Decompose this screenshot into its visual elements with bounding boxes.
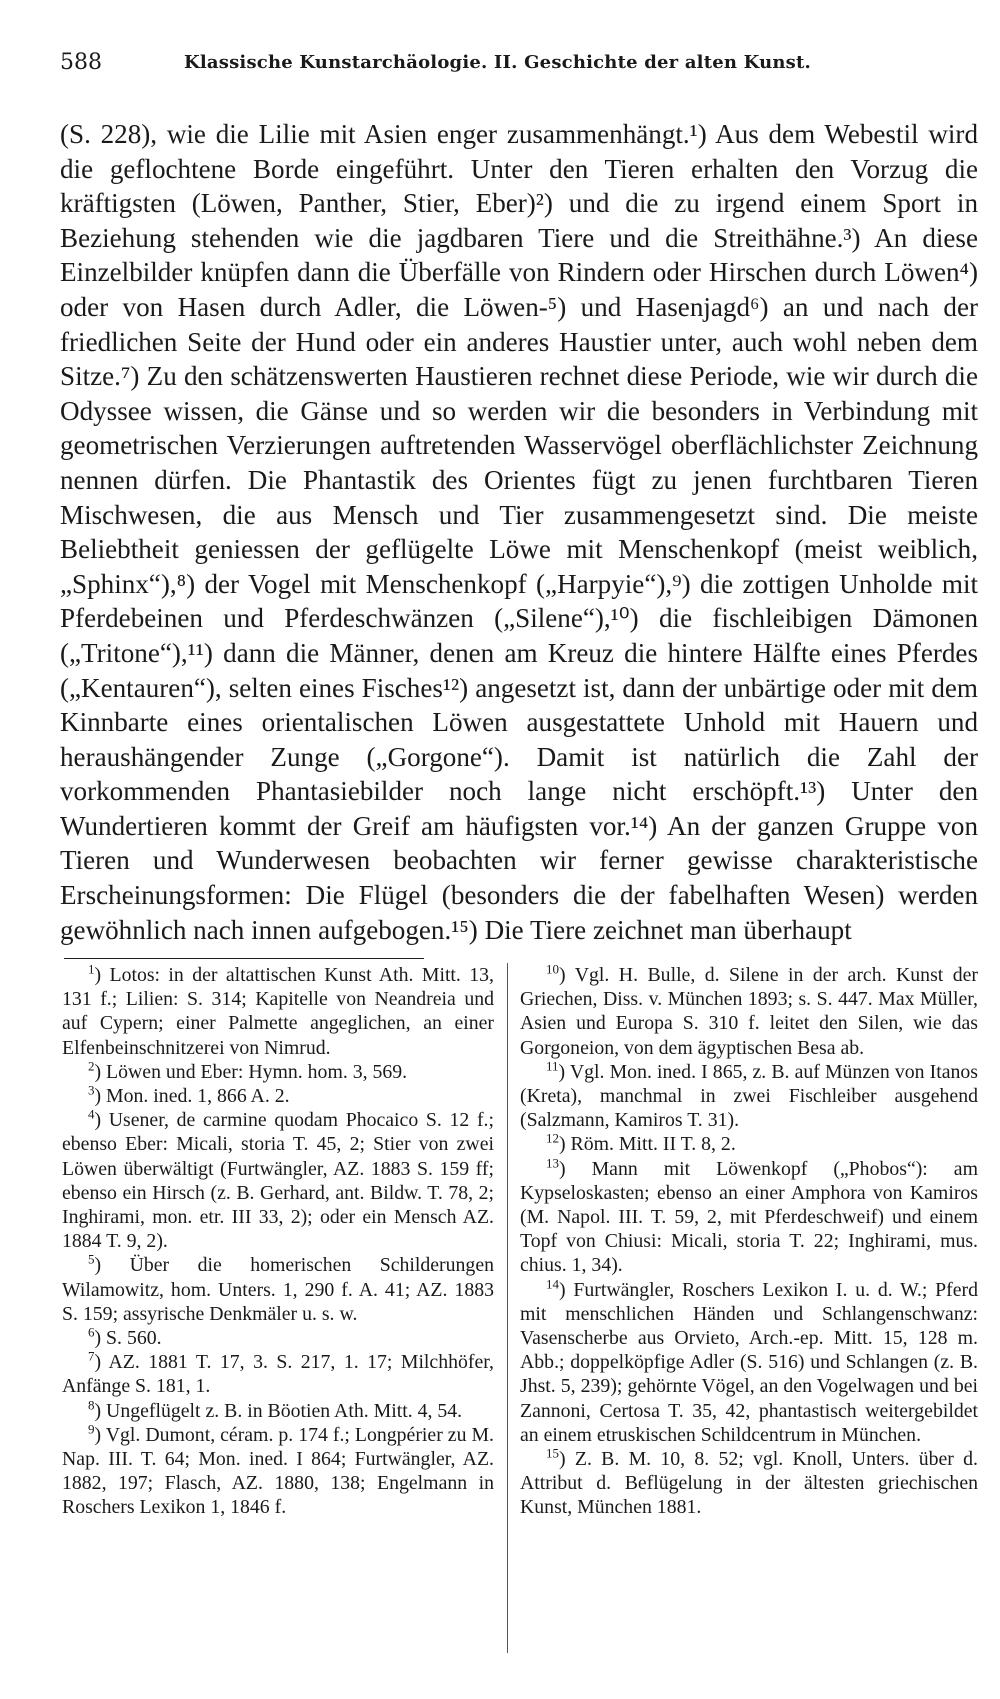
footnote-marker: 11	[546, 1058, 559, 1074]
footnote: $^9$) Vgl. Dumont, céram. p. 174 f.; Longpérier zu M. Nap. III. T. 64; Mon. ined. I 864; Furtwängler, AZ. 1882, 197; Flasch, AZ. 1880, 138; Engelmann in Roschers Lexikon 1, 1846 f.	[62, 1421, 494, 1519]
footnote-marker: 5	[88, 1251, 95, 1267]
footnote-text: Z. B. M. 10, 8. 52; vgl. Knoll, Unters. über d. Attribut d. Beflügelung in der ältesten griechischen Kunst, München 1881.	[520, 1448, 978, 1519]
footnote-marker: 7	[88, 1348, 95, 1364]
footnote: $^2$) Löwen und Eber: Hymn. hom. 3, 569.	[88, 1058, 408, 1083]
footnote-text: Über die homerischen Schilderungen Wilamowitz, hom. Unters. 1, 290 f. A. 41; AZ. 1883 S. 159; assyrische Denkmäler u. s. w.	[62, 1254, 494, 1325]
footnote: $^7$) AZ. 1881 T. 17, 3. S. 217, 1. 17; Milchhöfer, Anfänge S. 181, 1.	[62, 1348, 494, 1398]
footnote-marker: 12	[546, 1130, 559, 1146]
footnote-marker: 3	[88, 1082, 95, 1098]
footnote-marker: 8	[88, 1397, 95, 1413]
footnote-marker: 6	[88, 1324, 95, 1340]
footnote: $^6$) S. 560.	[88, 1324, 162, 1350]
footnote: $^{10}$) Vgl. H. Bulle, d. Silene in der arch. Kunst der Griechen, Diss. v. München 1893; s. S. 447. Max Müller, Asien und Europa S. 310 f. leitet den Silen, wie das Gorgoneion, von dem ägyptischen Besa ab.	[520, 961, 978, 1059]
footnote-text: Mann mit Löwenkopf („Phobos“): am Kypseloskasten; ebenso an einer Amphora von Kamiros (M. Napol. III. T. 59, 2, mit Pferdeschweif) und einem Topf von Chiusi: Micali, storia T. 22; Inghirami, mus. chius. 1, 34).	[520, 1157, 978, 1277]
footnote-text: Vgl. H. Bulle, d. Silene in der arch. Kunst der Griechen, Diss. v. München 1893; s. S. 447. Max Müller, Asien und Europa S. 310 f. leitet den Silen, wie das Gorgoneion, von dem ägyptischen Besa ab.	[520, 964, 978, 1059]
footnote: $^{11}$) Vgl. Mon. ined. I 865, z. B. auf Münzen von Itanos (Kreta), manchmal in zwei Fischleiber ausgehend (Salzmann, Kamiros T. 31).	[520, 1058, 978, 1132]
footnote: $^{12}$) Röm. Mitt. II T. 8, 2.	[546, 1130, 736, 1156]
footnote-marker: 2	[88, 1058, 95, 1074]
footnote-rule	[64, 958, 424, 959]
footnote-text: Löwen und Eber: Hymn. hom. 3, 569.	[106, 1060, 408, 1083]
footnotes-left-column	[62, 963, 494, 1520]
footnote-marker: 4	[88, 1106, 95, 1122]
footnote: $^5$) Über die homerischen Schilderungen Wilamowitz, hom. Unters. 1, 290 f. A. 41; AZ. 1883 S. 159; assyrische Denkmäler u. s. w.	[62, 1251, 494, 1325]
footnote-marker: 9	[88, 1421, 95, 1437]
footnote-marker: 1	[88, 961, 95, 977]
footnote-text: Röm. Mitt. II T. 8, 2.	[570, 1133, 736, 1156]
footnote-marker: 14	[546, 1276, 559, 1292]
page-number: 588	[60, 50, 102, 75]
footnote: $^{15}$) Z. B. M. 10, 8. 52; vgl. Knoll, Unters. über d. Attribut d. Beflügelung in der ältesten griechischen Kunst, München 1881.	[520, 1445, 978, 1519]
footnote: $^{13}$) Mann mit Löwenkopf („Phobos“): am Kypseloskasten; ebenso an einer Amphora von Kamiros (M. Napol. III. T. 59, 2, mit Pferdeschweif) und einem Topf von Chiusi: Micali, storia T. 22; Inghirami, mus. chius. 1, 34).	[520, 1155, 978, 1277]
footnote-text: Ungeflügelt z. B. in Böotien Ath. Mitt. 4, 54.	[106, 1399, 463, 1422]
footnote-text: Vgl. Mon. ined. I 865, z. B. auf Münzen von Itanos (Kreta), manchmal in zwei Fischleiber ausgehend (Salzmann, Kamiros T. 31).	[520, 1060, 978, 1132]
footnote: $^8$) Ungeflügelt z. B. in Böotien Ath. Mitt. 4, 54.	[88, 1397, 463, 1422]
footnote-text: Mon. ined. 1, 866 A. 2.	[106, 1085, 290, 1108]
footnote-marker: 15	[546, 1445, 559, 1461]
main-text	[60, 117, 978, 947]
footnote-marker: 10	[546, 961, 559, 977]
footnote: $^1$) Lotos: in der altattischen Kunst Ath. Mitt. 13, 131 f.; Lilien: S. 314; Kapitelle von Neandreia und auf Cypern; einer Palmette angeglichen, an einer Elfenbeinschnitzerei von Nimrud.	[62, 961, 494, 1059]
footnote-text: Vgl. Dumont, céram. p. 174 f.; Longpérier zu M. Nap. III. T. 64; Mon. ined. I 864; Furtwängler, AZ. 1882, 197; Flasch, AZ. 1880, 138; Engelmann in Roschers Lexikon 1, 1846 f.	[62, 1423, 494, 1519]
footnote-text: Lotos: in der altattischen Kunst Ath. Mitt. 13, 131 f.; Lilien: S. 314; Kapitelle von Neandreia und auf Cypern; einer Palmette angeglichen, an einer Elfenbeinschnitzerei von Nimrud.	[62, 964, 494, 1059]
footnote: $^3$) Mon. ined. 1, 866 A. 2.	[88, 1082, 290, 1108]
footnote: $^{14}$) Furtwängler, Roschers Lexikon I. u. d. W.; Pferd mit menschlichen Händen und Schlangenschwanz: Vasenscherbe aus Orvieto, Arch.-ep. Mitt. 15, 128 m. Abb.; doppelköpfige Adler (S. 516) und Schlangen (z. B. Jhst. 5, 239); gehörnte Vögel, an den Vogelwagen und bei Zannoni, Certosa T. 35, 42, phantastisch weitergebildet an einem etruskischen Schildcentrum in München.	[520, 1276, 978, 1446]
footnote-text: S. 560.	[106, 1327, 162, 1350]
main-paragraph: (S. 228), wie die Lilie mit Asien enger zusammenhängt.¹) Aus dem Webestil wird die geflochtene Borde eingeführt. Unter den Tieren erhalten den Vorzug die kräftigsten (Löwen, Panther, Stier, Eber)²) und die zu irgend einem Sport in Beziehung stehenden wie die jagdbaren Tiere und die Streithähne.³) An diese Einzelbilder knüpfen dann die Überfälle von Rindern oder Hirschen durch Löwen⁴) oder von Hasen durch Adler, die Löwen-⁵) und Hasenjagd⁶) an und nach der friedlichen Seite der Hund oder ein anderes Haustier unter, auch wohl neben dem Sitze.⁷) Zu den schätzenswerten Haustieren rechnet diese Periode, wie wir durch die Odyssee wissen, die Gänse und so werden wir die besonders in Verbindung mit geometrischen Verzierungen auftretenden Wasservögel oberflächlichster Zeichnung nennen dürfen. Die Phantastik des Orientes fügt zu jenen furchtbaren Tieren Mischwesen, die aus Mensch und Tier zusammengesetzt sind. Die meiste Beliebtheit geniessen der geflügelte Löwe mit Menschenkopf (meist weiblich, „Sphinx“),⁸) der Vogel mit Menschenkopf („Harpyie“),⁹) die zottigen Unholde mit Pferdebeinen und Pferdeschwänzen („Silene“),¹⁰) die fischleibigen Dämonen („Tritone“),¹¹) dann die Männer, denen am Kreuz die hintere Hälfte eines Pferdes („Kentauren“), selten eines Fisches¹²) angesetzt ist, dann der unbärtige oder mit dem Kinnbarte eines orientalischen Löwen ausgestattete Unhold mit Hauern und heraushängender Zunge („Gorgone“). Damit ist natürlich die Zahl der vorkommenden Phantasiebilder noch lange nicht erschöpft.¹³) Unter den Wundertieren kommt der Greif am häufigsten vor.¹⁴) An der ganzen Gruppe von Tieren und Wunderwesen beobachten wir ferner gewisse charakteristische Erscheinungsformen: Die Flügel (besonders die der fabelhaften Wesen) werden gewöhnlich nach innen aufgebogen.¹⁵) Die Tiere zeichnet man überhaupt	[60, 119, 978, 945]
footnote-text: AZ. 1881 T. 17, 3. S. 217, 1. 17; Milchhöfer, Anfänge S. 181, 1.	[62, 1351, 494, 1398]
footnotes-right-column	[520, 963, 978, 1520]
footnote-text: Furtwängler, Roschers Lexikon I. u. d. W.; Pferd mit menschlichen Händen und Schlangenschwanz: Vasenscherbe aus Orvieto, Arch.-ep. Mitt. 15, 128 m. Abb.; doppelköpfige Adler (S. 516) und Schlangen (z. B. Jhst. 5, 239); gehörnte Vögel, an den Vogelwagen und bei Zannoni, Certosa T. 35, 42, phantastisch weitergebildet an einem etruskischen Schildcentrum in München.	[520, 1278, 978, 1446]
footnote-text: Usener, de carmine quodam Phocaico S. 12 f.; ebenso Eber: Micali, storia T. 45, 2; Stier von zwei Löwen überwältigt (Furtwängler, AZ. 1883 S. 159 ff; ebenso ein Hirsch (z. B. Gerhard, ant. Bildw. T. 78, 2; Inghirami, mon. etr. III 33, 2); oder ein Mensch AZ. 1884 T. 9, 2).	[62, 1109, 494, 1253]
footnote-column-divider	[507, 963, 508, 1653]
footnote: $^4$) Usener, de carmine quodam Phocaico S. 12 f.; ebenso Eber: Micali, storia T. 45, 2; Stier von zwei Löwen überwältigt (Furtwängler, AZ. 1883 S. 159 ff; ebenso ein Hirsch (z. B. Gerhard, ant. Bildw. T. 78, 2; Inghirami, mon. etr. III 33, 2); oder ein Mensch AZ. 1884 T. 9, 2).	[62, 1106, 494, 1253]
running-head: Klassische Kunstarchäologie. II. Geschichte der alten Kunst.	[184, 52, 811, 73]
page-header	[60, 50, 940, 84]
footnote-marker: 13	[546, 1155, 559, 1171]
